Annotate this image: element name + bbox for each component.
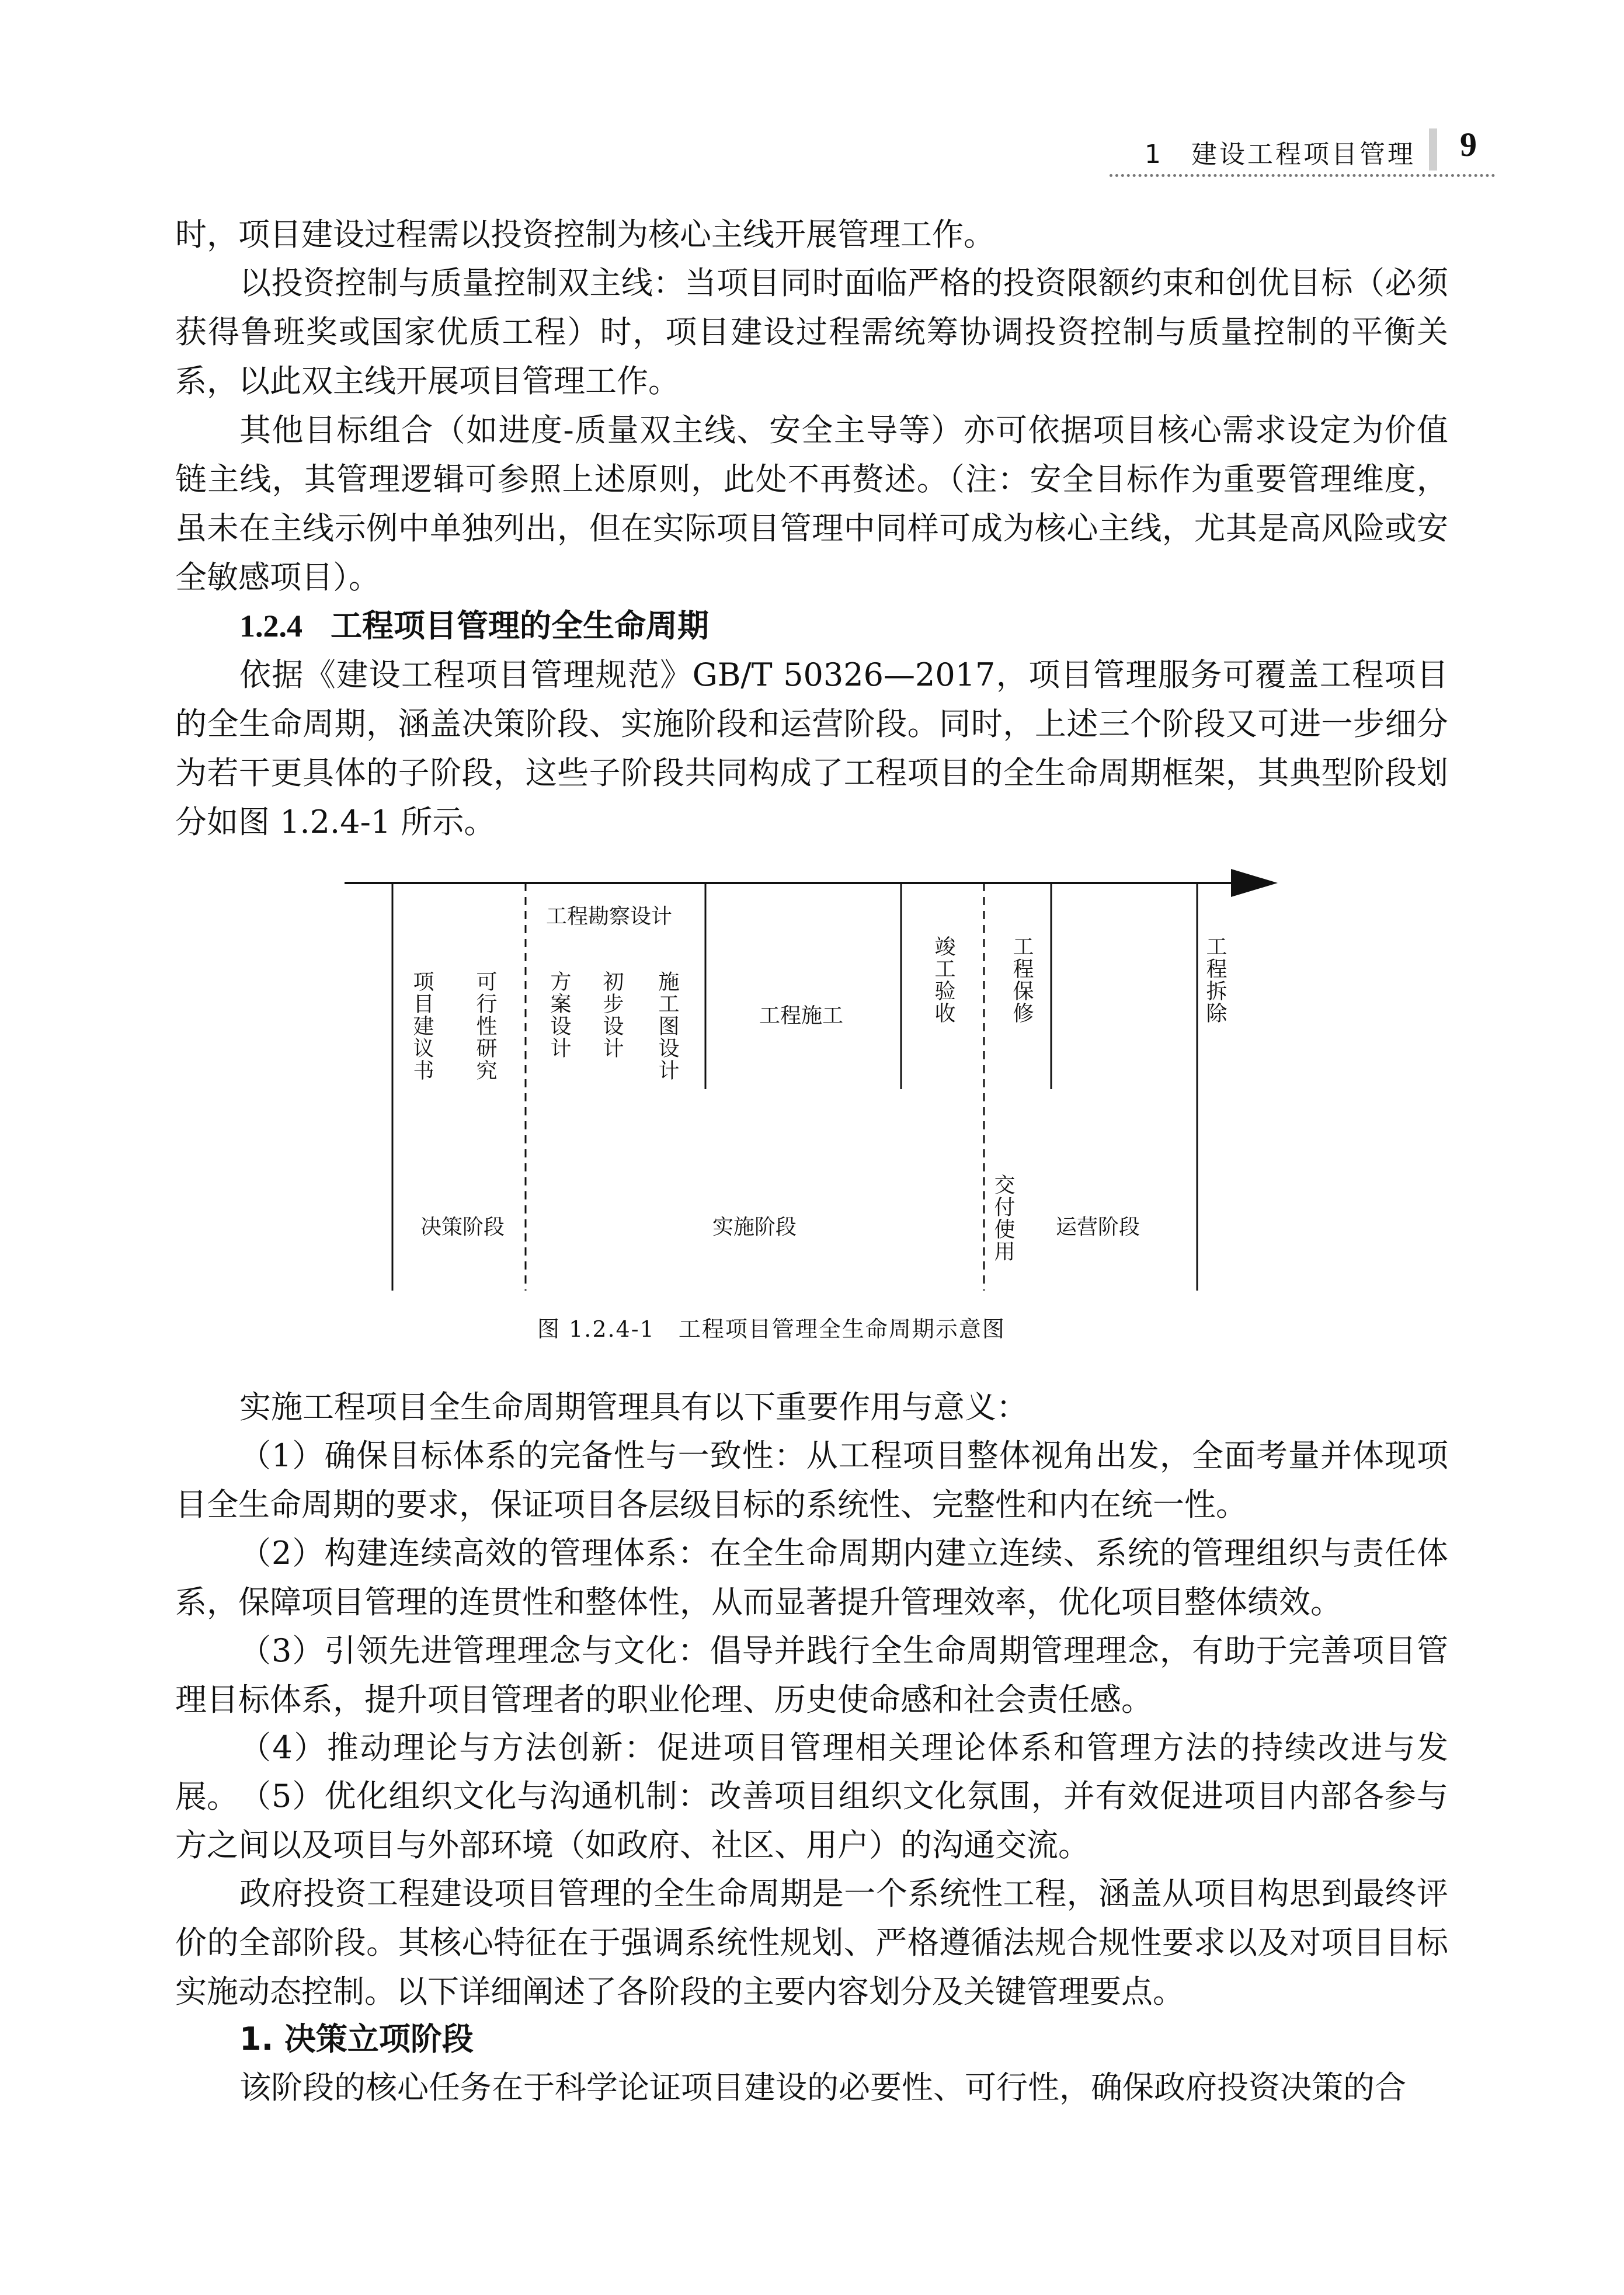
paragraph: 该阶段的核心任务在于科学论证项目建设的必要性、可行性，确保政府投资决策的合 [239,2069,1406,2106]
phase-implementation: 实施阶段 [712,1215,797,1239]
header-bar [1429,128,1437,171]
figure-caption [537,1311,1006,1343]
chapter-title: 1 建设工程项目管理 [1145,140,1416,169]
col-preliminary-design: 初步设计 [600,971,624,1059]
list-item: （1）确保目标体系的完备性与一致性：从工程项目整体视角出发，全面考量并体现项目全生命周期的要求，保证项目各层级目标的系统性、完整性和内在统一性。 [175,1437,1448,1523]
paragraph: 依据《建设工程项目管理规范》GB/T 50326—2017，项目管理服务可覆盖工程项目的全生命周期，涵盖决策阶段、实施阶段和运营阶段。同时，上述三个阶段又可进一步细分为若干更具体的子阶段，这些子阶段共同构成了工程项目的全生命周期框架，其典型阶段划分如图 1.2.4-1 所示。 [175,656,1448,840]
paragraph: 以投资控制与质量控制双主线：当项目同时面临严格的投资限额约束和创优目标（必须获得鲁班奖或国家优质工程）时，项目建设过程需统筹协调投资控制与质量控制的平衡关系，以此双主线开展项目管理工作。 [175,265,1448,399]
design-group-label: 工程勘察设计 [546,905,673,929]
paragraph: 政府投资工程建设项目管理的全生命周期是一个系统性工程，涵盖从项目构思到最终评价的全部阶段。其核心特征在于强调系统性规划、严格遵循法规合规性要求以及对项目目标实施动态控制。以下详细阐述了各阶段的主要内容划分及关键管理要点。 [175,1875,1448,2010]
section-title: 工程项目管理的全生命周期 [331,607,709,644]
col-feasibility: 可行性研究 [473,971,497,1082]
demolition-label: 工程拆除 [1203,936,1227,1024]
list-item: （2）构建连续高效的管理体系：在全生命周期内建立连续、系统的管理组织与责任体系，保障项目管理的连贯性和整体性，从而显著提升管理效率，优化项目整体绩效。 [175,1535,1448,1621]
phase-decision: 决策阶段 [420,1215,505,1239]
paragraph: 实施工程项目全生命周期管理具有以下重要作用与意义： [239,1389,1028,1425]
figure-title: 工程项目管理全生命周期示意图 [678,1316,1006,1342]
lifecycle-diagram [339,870,1285,1291]
list-item: （3）引领先进管理理念与文化：倡导并践行全生命周期管理理念，有助于完善项目管理目标体系，提升项目管理者的职业伦理、历史使命感和社会责任感。 [175,1632,1448,1718]
page-number: 9 [1460,126,1477,164]
figure-label: 图 1.2.4-1 [537,1316,655,1342]
list-item: （5）优化组织文化与沟通机制：改善项目组织文化氛围，并有效促进项目内部各参与方之间以及项目与外部环境（如政府、社区、用户）的沟通交流。 [175,1778,1448,1863]
col-construction-drawing: 施工图设计 [655,971,679,1082]
col-scheme-design: 方案设计 [547,971,571,1059]
paragraph: 其他目标组合（如进度-质量双主线、安全主导等）亦可依据项目核心需求设定为价值链主线，其管理逻辑可参照上述原则，此处不再赘述。（注：安全目标作为重要管理维度，虽未在主线示例中单独列出，但在实际项目管理中同样可成为核心主线，尤其是高风险或安全敏感项目）。 [175,412,1448,596]
warranty-label: 工程保修 [1010,936,1034,1024]
list-item: （4）推动理论与方法创新：促进项目管理相关理论体系和管理方法的持续改进与发展。 [175,1729,1448,1815]
paragraph: 时，项目建设过程需以投资控制为核心主线开展管理工作。 [175,216,995,253]
acceptance-label: 竣工验收 [931,936,955,1024]
section-heading [239,601,709,651]
section-number: 1.2.4 [239,608,302,644]
handover-label: 交付使用 [991,1174,1015,1263]
phase-operation: 运营阶段 [1056,1215,1140,1239]
header-rule [1110,174,1495,177]
construction-label: 工程施工 [759,1004,844,1028]
subsection-heading: 1. 决策立项阶段 [239,2021,474,2057]
running-header [1110,128,1495,171]
col-proposal: 项目建议书 [410,971,434,1082]
